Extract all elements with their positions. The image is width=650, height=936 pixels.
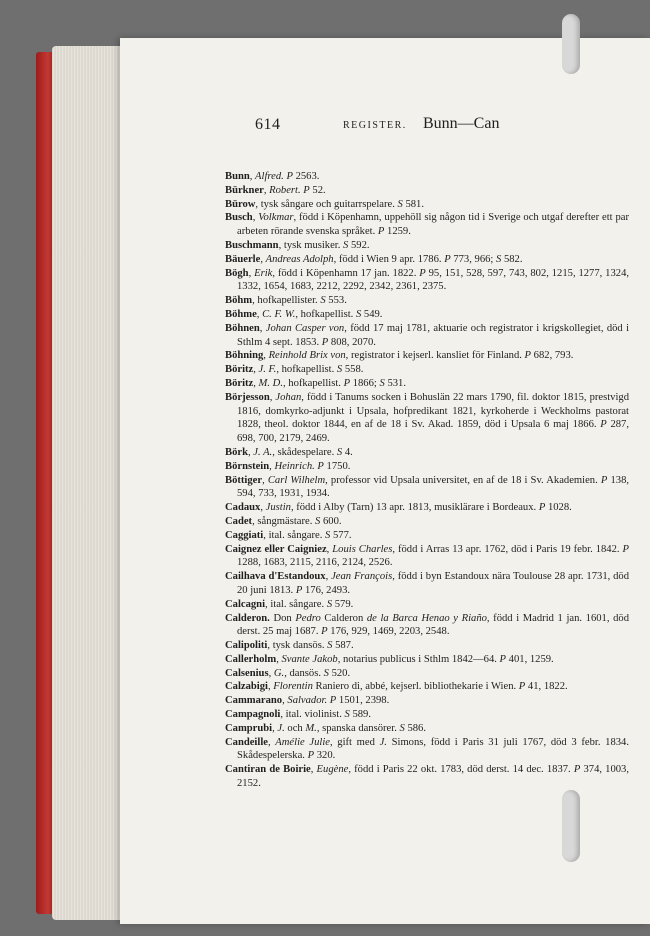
entry-italic-text: G.: [273, 667, 285, 679]
entry-italic-text: P: [321, 336, 329, 348]
entry-text: , hofkapellist.: [295, 308, 356, 320]
entry-text: ,: [256, 308, 263, 320]
register-entry: [225, 184, 629, 198]
entry-name: Böhm: [225, 295, 253, 307]
entry-text: , född i Madrid 1 jan. 1601, död derst. 25 maj 1687.: [237, 612, 629, 638]
entry-text: 138, 594, 733, 1931, 1934.: [237, 474, 630, 500]
register-entry: [225, 239, 629, 253]
entry-text: ,: [259, 322, 266, 334]
register-entry: [225, 680, 629, 694]
entry-text: ,: [267, 736, 276, 748]
entry-text: , ital. sångare.: [265, 598, 327, 610]
running-range: Bunn—Can: [423, 115, 500, 132]
entry-name: Calzabigi: [225, 681, 268, 693]
entry-text: ,: [260, 502, 266, 514]
entry-name: Candeille: [225, 736, 268, 748]
entry-text: ,: [267, 681, 274, 693]
register-entry: [225, 446, 629, 460]
register-entry: [225, 667, 629, 681]
entry-name: Börjesson: [225, 391, 270, 403]
entry-italic-text: Eugène: [316, 764, 349, 776]
entry-text: , född i Tanums socken i Bohuslän 22 mars 1790, fil. doktor 1815, prestvigd 1816, domkyrko-adjunkt i Upsala, hofpredikant 1821, kyrkoherde i Weckholms pastorat 1828, theol. doktor 1844, en af de 18 i Sv. Akad. 1859, död i Upsala 6 maj 1866.: [237, 391, 630, 431]
entry-name: Calipoliti: [225, 640, 268, 652]
entry-italic-text: P: [524, 350, 532, 362]
entry-name: Cantiran de Boirie: [225, 764, 311, 776]
entry-text: 287, 698, 700, 2179, 2469.: [237, 419, 629, 445]
entry-italic-text: P: [321, 626, 328, 638]
entry-italic-text: S: [344, 709, 350, 721]
entry-italic-text: Heinrich.: [274, 460, 315, 472]
entry-italic-text: P: [573, 764, 581, 776]
register-entry: [225, 694, 629, 708]
entry-text: , född i Köpenhamn, uppehöll sig någon tid i Sverige och utgaf derefter ett par arbeten rörande svenska språket.: [237, 212, 629, 238]
entry-name: Böhnen: [225, 322, 260, 334]
register-entry: [225, 253, 629, 267]
entry-italic-text: Pedro: [295, 612, 321, 624]
entry-italic-text: P: [286, 171, 293, 182]
register-entry: [225, 198, 629, 212]
register-entry: [225, 736, 629, 764]
entry-text: ,: [325, 571, 332, 583]
entry-italic-text: J. A.: [253, 446, 273, 458]
entry-text: 549.: [361, 308, 383, 320]
entry-name: Böritz: [225, 377, 254, 389]
register-entry: [225, 653, 629, 667]
entry-text: ,: [253, 364, 259, 376]
entry-name: Callerholm: [225, 653, 277, 665]
register-entries: [225, 170, 629, 791]
entry-text: ,: [252, 212, 259, 224]
entry-italic-text: Volkmar: [258, 212, 294, 224]
entry-text: , dansös.: [284, 667, 324, 679]
entry-italic-text: P: [444, 253, 451, 265]
register-entry: [225, 529, 629, 543]
entry-italic-text: J.: [379, 736, 387, 748]
entry-italic-text: S: [343, 239, 349, 251]
entry-text: 579.: [332, 598, 354, 610]
entry-text: 600.: [320, 515, 342, 527]
entry-name: Cadet: [225, 515, 253, 527]
entry-text: , hofkapellist.: [282, 377, 344, 389]
entry-italic-text: Andreas Adolph: [265, 253, 334, 265]
register-entry: [225, 515, 629, 529]
entry-italic-text: Erik: [254, 267, 273, 279]
entry-text: 520.: [328, 667, 351, 679]
entry-italic-text: P: [317, 460, 324, 472]
entry-text: ,: [269, 460, 275, 472]
entry-text: 95, 151, 528, 597, 743, 802, 1215, 1277, 1324, 1332, 1654, 1683, 2212, 2292, 2342, 2361, 2375.: [237, 267, 630, 293]
entry-italic-text: P: [538, 502, 546, 514]
entry-name: Cailhava d'Estandoux: [225, 571, 326, 583]
register-entry: [225, 294, 629, 308]
entry-italic-text: S: [323, 667, 329, 679]
entry-text: , registrator i kejserl. kansliet för Finland.: [345, 350, 525, 362]
entry-text: 1866;: [350, 377, 380, 389]
entry-text: 41, 1822.: [525, 681, 568, 693]
entry-italic-text: Justin: [265, 502, 291, 514]
entry-text: , född i byn Estandoux nära Toulouse 28 apr. 1731, död 20 juni 1813.: [237, 571, 630, 596]
entry-text: 582.: [501, 253, 523, 265]
register-content: [225, 116, 629, 791]
entry-italic-text: C. F. W.: [262, 308, 296, 320]
entry-italic-text: Robert.: [269, 184, 301, 196]
entry-text: 531.: [384, 377, 406, 389]
entry-italic-text: S: [325, 529, 331, 541]
entry-italic-text: S: [355, 308, 362, 320]
entry-italic-text: P: [419, 267, 426, 279]
entry-name: Bögh: [225, 267, 249, 279]
register-entry: [225, 211, 629, 239]
entry-text: ,: [247, 446, 254, 458]
entry-italic-text: P: [600, 419, 607, 431]
entry-italic-text: P: [622, 543, 629, 555]
entry-text: , född i Paris 22 okt. 1783, död derst. 14 dec. 1837.: [348, 764, 574, 776]
entry-italic-text: Salvador.: [287, 695, 328, 707]
register-entry: [225, 349, 629, 363]
entry-italic-text: P: [303, 184, 310, 196]
entry-text: , född i Arras 13 apr. 1762, död i Paris 19 febr. 1842.: [392, 543, 623, 555]
entry-text: 577.: [330, 529, 352, 541]
entry-text: 401, 1259.: [506, 653, 554, 665]
entry-text: 176, 929, 1469, 2203, 2548.: [327, 626, 450, 638]
entry-italic-text: P: [377, 226, 385, 238]
entry-name: Börnstein: [225, 460, 270, 472]
register-entry: [225, 267, 629, 295]
entry-text: 52.: [309, 184, 326, 196]
register-entry: [225, 722, 629, 736]
entry-name: Buschmann: [225, 239, 279, 251]
entry-text: ,: [282, 695, 288, 707]
entry-text: Simons, född i Paris 31 juli 1767, död 3 febr. 1834. Skådespelerska.: [237, 736, 629, 762]
entry-text: 1288, 1683, 2115, 2116, 2124, 2526.: [237, 557, 393, 569]
entry-italic-text: P: [307, 750, 315, 762]
entry-text: ,: [263, 184, 270, 196]
entry-text: Raniero di, abbé, kejserl. bibliothekarie i Wien.: [312, 681, 519, 693]
entry-italic-text: Louis Charles: [332, 543, 393, 555]
entry-name: Campagnoli: [225, 709, 281, 721]
entry-name: Camprubi: [225, 722, 273, 734]
entry-text: , professor vid Upsala universitet, en af de 18 i Sv. Akademien.: [325, 474, 601, 486]
entry-italic-text: S: [336, 446, 343, 458]
entry-italic-text: P: [295, 584, 303, 596]
entry-text: 581.: [402, 198, 424, 210]
register-entry: [225, 170, 629, 184]
entry-name: Böhning: [225, 350, 264, 362]
entry-italic-text: S: [327, 640, 333, 652]
entry-italic-text: Svante Jakob: [281, 653, 338, 665]
entry-italic-text: Johan: [275, 391, 302, 403]
register-entry: [225, 763, 629, 791]
register-entry: [225, 639, 629, 653]
entry-text: ,: [260, 253, 266, 265]
entry-italic-text: Alfred.: [255, 171, 284, 182]
entry-text: ,: [248, 267, 255, 279]
entry-italic-text: S: [320, 295, 326, 307]
entry-name: Böttiger: [225, 474, 263, 486]
entry-name: Bürkner: [225, 184, 264, 196]
entry-text: och: [284, 722, 306, 734]
entry-text: , född 17 maj 1781, aktuarie och registrator i krigskollegiet, död i Sthlm 4 sept. 1853.: [237, 322, 630, 348]
entry-italic-text: J. F.: [258, 364, 277, 376]
entry-text: ,: [253, 377, 259, 389]
entry-text: , spanska dansörer.: [316, 722, 400, 734]
register-entry: [225, 708, 629, 722]
entry-text: 553.: [325, 295, 347, 307]
entry-text: , tysk musiker.: [278, 239, 344, 251]
entry-text: ,: [263, 350, 269, 362]
entry-name: Börk: [225, 446, 248, 458]
entry-italic-text: P: [518, 681, 526, 693]
entry-italic-text: Reinhold Brix von: [268, 350, 346, 362]
entry-text: , född i Köpenhamn 17 jan. 1822.: [272, 267, 420, 279]
entry-text: 682, 793.: [531, 350, 574, 362]
entry-name: Bäuerle: [225, 253, 261, 265]
entry-text: 808, 2070.: [328, 336, 376, 348]
entry-text: Don: [269, 612, 296, 624]
entry-italic-text: S: [399, 722, 405, 734]
entry-text: , ital. sångare.: [263, 529, 326, 541]
entry-text: , sångmästare.: [252, 515, 316, 527]
entry-name: Bunn: [225, 171, 250, 182]
entry-text: , född i Alby (Tarn) 13 apr. 1813, musiklärare i Bordeaux.: [290, 502, 539, 514]
entry-text: ,: [310, 764, 317, 776]
entry-text: 1501, 2398.: [336, 695, 390, 707]
entry-italic-text: Carl Wilhelm: [267, 474, 326, 486]
entry-name: Caggiati: [225, 529, 264, 541]
entry-text: , född i Wien 9 apr. 1786.: [333, 253, 445, 265]
entry-italic-text: M. D.: [258, 377, 283, 389]
register-entry: [225, 474, 629, 502]
entry-text: 592.: [348, 239, 370, 251]
register-entry: [225, 598, 629, 612]
register-entry: [225, 308, 629, 322]
register-entry: [225, 570, 629, 598]
register-entry: [225, 501, 629, 515]
entry-text: 558.: [342, 364, 364, 376]
scanner-clip-bottom: [562, 790, 580, 862]
entry-text: Calderon: [320, 612, 367, 624]
entry-text: ,: [276, 653, 282, 665]
entry-name: Caignez eller Caigniez: [225, 543, 327, 555]
entry-name: Calsenius: [225, 667, 269, 679]
register-entry: [225, 363, 629, 377]
scanner-clip-top: [562, 14, 580, 74]
entry-text: 586.: [404, 722, 426, 734]
entry-italic-text: S: [336, 364, 343, 376]
entry-italic-text: S: [326, 598, 333, 610]
entry-name: Cammarano: [225, 695, 283, 707]
entry-italic-text: S: [397, 198, 403, 210]
entry-italic-text: J.: [277, 722, 285, 734]
entry-italic-text: P: [329, 695, 337, 707]
register-entry: [225, 543, 629, 571]
entry-italic-text: P: [499, 653, 507, 665]
entry-text: , notarius publicus i Sthlm 1842—64.: [337, 653, 500, 665]
page-header: [225, 116, 629, 140]
register-entry: [225, 377, 629, 391]
entry-text: ,: [272, 722, 278, 734]
entry-text: 1028.: [545, 502, 572, 514]
entry-name: Böritz: [225, 364, 254, 376]
page-number: 614: [255, 116, 281, 133]
entry-text: ,: [268, 667, 274, 679]
entry-text: ,: [269, 391, 276, 403]
entry-text: 589.: [349, 709, 371, 721]
entry-name: Cadaux: [225, 502, 261, 514]
entry-name: Bürow: [225, 198, 256, 210]
entry-italic-text: S: [315, 515, 321, 527]
entry-italic-text: Florentin: [273, 681, 313, 693]
entry-text: 587.: [332, 640, 354, 652]
entry-name: Calcagni: [225, 598, 266, 610]
entry-text: , tysk sångare och guitarrspelare.: [255, 198, 398, 210]
entry-text: , hofkapellist.: [276, 364, 337, 376]
entry-text: 374, 1003, 2152.: [237, 764, 629, 790]
entry-text: ,: [262, 474, 268, 486]
entry-text: 1750.: [323, 460, 351, 472]
entry-text: 176, 2493.: [302, 584, 351, 596]
entry-italic-text: P: [343, 377, 351, 389]
entry-text: , ital. violinist.: [280, 709, 345, 721]
entry-name: Calderon.: [225, 612, 270, 624]
register-entry: [225, 460, 629, 474]
register-entry: [225, 391, 629, 446]
entry-name: Busch: [225, 212, 253, 224]
entry-italic-text: Jean François: [331, 571, 393, 583]
register-entry: [225, 322, 629, 350]
register-entry: [225, 612, 629, 640]
entry-name: Böhme: [225, 308, 257, 320]
entry-text: ,: [326, 543, 333, 555]
entry-text: 1259.: [384, 226, 411, 238]
entry-text: ,: [249, 171, 256, 182]
entry-text: 2563.: [292, 171, 320, 182]
entry-italic-text: S: [496, 253, 502, 265]
entry-italic-text: Amélie Julie: [275, 736, 330, 748]
entry-text: 773, 966;: [450, 253, 497, 265]
entry-italic-text: S: [379, 377, 385, 389]
entry-italic-text: M.: [305, 722, 317, 734]
entry-italic-text: P: [600, 474, 608, 486]
entry-text: , gift med: [329, 736, 380, 748]
running-title: REGISTER.: [343, 120, 407, 131]
entry-text: 320.: [314, 750, 336, 762]
entry-text: , tysk dansös.: [267, 640, 328, 652]
entry-text: , skådespelare.: [272, 446, 337, 458]
entry-text: , hofkapellister.: [252, 295, 321, 307]
entry-text: 4.: [342, 446, 353, 458]
entry-italic-text: Johan Casper von: [265, 322, 345, 334]
entry-italic-text: de la Barca Henao y Riaño: [366, 612, 487, 624]
